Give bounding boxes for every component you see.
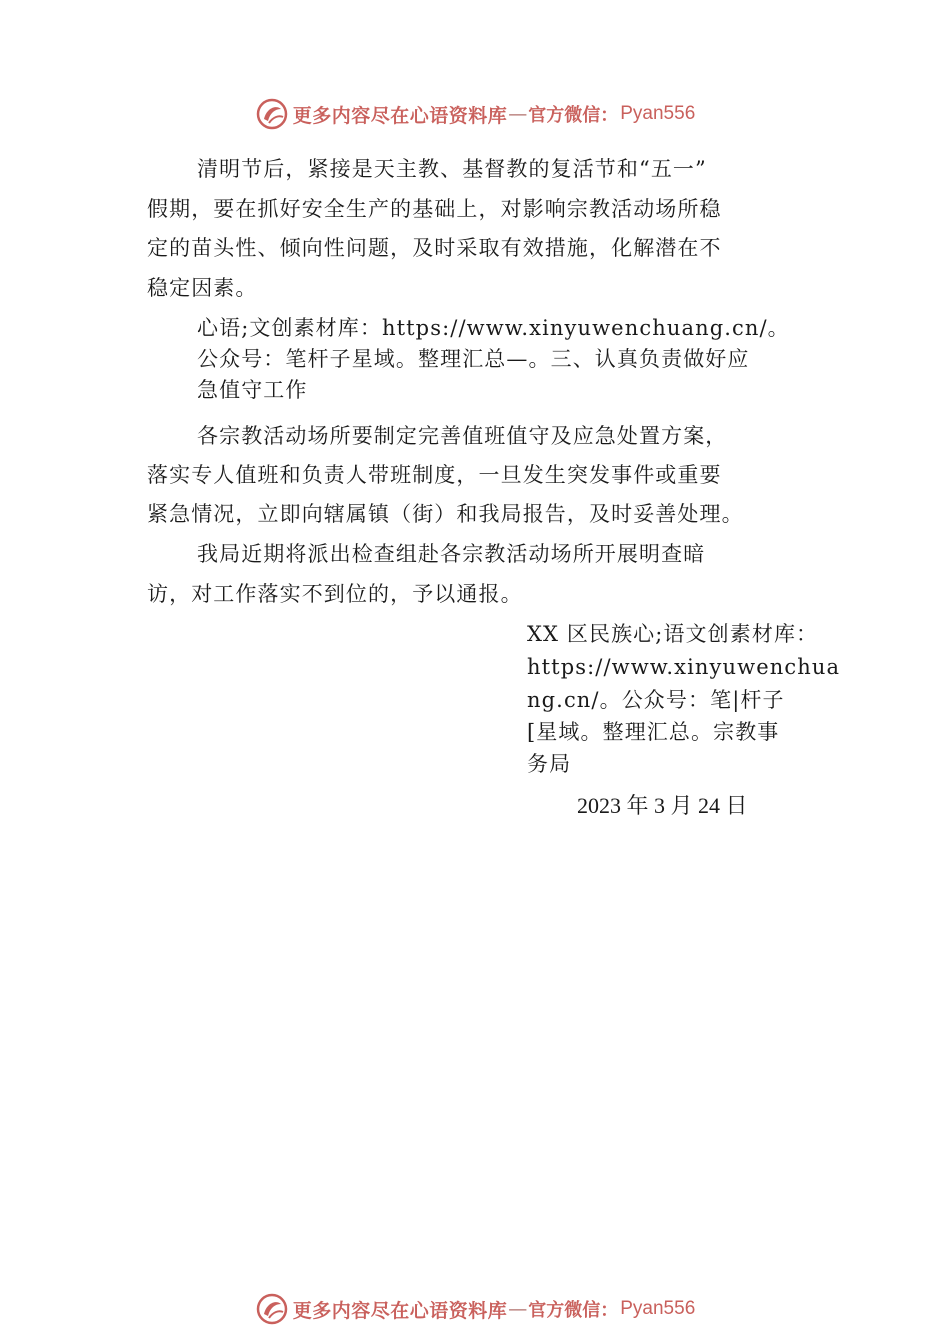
banner-dash: — xyxy=(508,103,528,125)
signature-line: https://www.xinyuwenchua xyxy=(527,655,841,679)
text-line: 各宗教活动场所要制定完善值班值守及应急处置方案， xyxy=(197,424,728,448)
text-line: 落实专人值班和负责人带班制度，一旦发生突发事件或重要 xyxy=(147,463,722,487)
text-line: 清明节后，紧接是天主教、基督教的复活节和“五一” xyxy=(197,157,707,181)
text-line: 公众号：笔杆子星域。整理汇总—。三、认真负责做好应 xyxy=(197,347,750,371)
banner-wechat-label: 官方微信： xyxy=(528,1300,619,1321)
signature-line: XX 区民族心;语文创素材库： xyxy=(527,622,819,646)
banner-handle: Pyan556 xyxy=(620,1298,696,1319)
signature-line: [星域。整理汇总。宗教事 xyxy=(527,720,780,744)
text-line: 假期，要在抓好安全生产的基础上，对影响宗教活动场所稳 xyxy=(147,197,722,221)
banner-wechat-label: 官方微信： xyxy=(528,105,619,126)
signature-line: ng.cn/。公众号：笔|杆子 xyxy=(527,688,785,712)
text-line: 心语;文创素材库：https://www.xinyuwenchuang.cn/。 xyxy=(197,316,790,340)
document-date: 2023 年 3 月 24 日 xyxy=(577,793,748,818)
banner-handle: Pyan556 xyxy=(620,103,696,124)
text-line: 急值守工作 xyxy=(197,378,308,402)
text-line: 我局近期将派出检查组赴各宗教活动场所开展明查暗 xyxy=(197,542,706,566)
swirl-logo-icon xyxy=(255,1292,289,1326)
banner-title: 更多内容尽在心语资料库 xyxy=(292,104,508,127)
text-line: 紧急情况，立即向辖属镇（街）和我局报告，及时妥善处理。 xyxy=(147,502,744,526)
text-line: 稳定因素。 xyxy=(147,276,258,300)
banner-title: 更多内容尽在心语资料库 xyxy=(292,1299,508,1322)
signature-line: 务局 xyxy=(527,752,572,776)
text-line: 定的苗头性、倾向性问题，及时采取有效措施，化解潜在不 xyxy=(147,236,722,260)
text-line: 访，对工作落实不到位的，予以通报。 xyxy=(147,582,523,606)
banner-dash: — xyxy=(508,1298,528,1320)
header-banner xyxy=(0,94,950,134)
swirl-logo-icon xyxy=(255,97,289,131)
footer-banner xyxy=(0,1289,950,1329)
